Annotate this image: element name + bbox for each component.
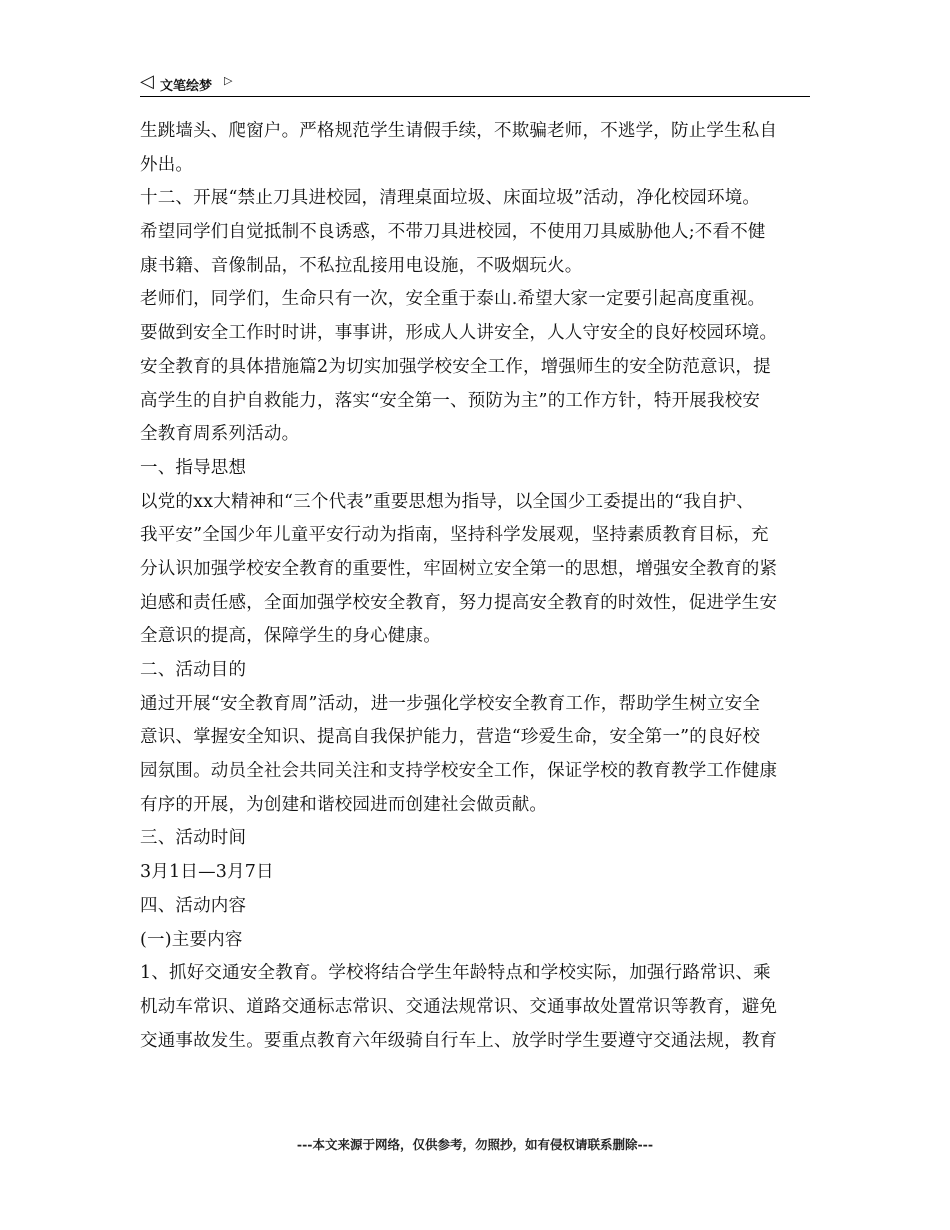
- text-line: 要做到安全工作时时讲，事事讲，形成人人讲安全，人人守安全的良好校园环境。: [140, 323, 778, 344]
- text-line: 机动车常识、道路交通标志常识、交通法规常识、交通事故处置常识等教育，避免: [140, 996, 778, 1017]
- text-line: 园氛围。动员全社会共同关注和支持学校安全工作，保证学校的教育教学工作健康: [140, 761, 778, 782]
- text-line: 生跳墙头、爬窗户。严格规范学生请假手续，不欺骗老师，不逃学，防止学生私自: [140, 121, 778, 141]
- document-body: [140, 115, 820, 1058]
- text-line: 迫感和责任感，全面加强学校安全教育，努力提高安全教育的时效性，促进学生安: [140, 592, 778, 613]
- text-line: 有序的开展，为创建和谐校园进而创建社会做贡献。: [140, 794, 548, 815]
- text-line: 交通事故发生。要重点教育六年级骑自行车上、放学时学生要遵守交通法规，教育: [140, 1030, 778, 1051]
- text-line: 我平安”全国少年儿童平安行动为指南，坚持科学发展观，坚持素质教育目标，充: [140, 525, 769, 546]
- text-line: 全教育周系列活动。: [140, 424, 300, 445]
- text-line: 康书籍、音像制品，不私拉乱接用电设施，不吸烟玩火。: [140, 255, 583, 276]
- text-line: 十二、开展“禁止刀具进校园，清理桌面垃圾、床面垃圾”活动，净化校园环境。: [140, 188, 761, 209]
- text-line: 3月1日—3月7日: [140, 862, 274, 883]
- text-line: 分认识加强学校安全教育的重要性，牢固树立安全第一的思想，增强安全教育的紧: [140, 558, 778, 579]
- header-title: 文笔绘梦: [160, 79, 213, 94]
- page-header: [140, 70, 810, 97]
- text-line: 安全教育的具体措施篇2为切实加强学校安全工作，增强师生的安全防范意识，提: [140, 356, 771, 377]
- text-line: 老师们，同学们，生命只有一次，安全重于泰山.希望大家一定要引起高度重视。: [140, 289, 766, 310]
- text-line: 高学生的自护自救能力，落实“安全第一、预防为主”的工作方针，特开展我校安: [140, 390, 761, 411]
- text-line: 一、指导思想: [140, 457, 247, 478]
- page-footer: ---本文来源于网络，仅供参考，勿照抄，如有侵权请联系删除---: [296, 1137, 654, 1152]
- text-line: 以党的xx大精神和“三个代表”重要思想为指导，以全国少工委提出的“我自护、: [140, 491, 754, 512]
- text-line: 意识、掌握安全知识、提高自我保护能力，营造“珍爱生命，安全第一”的良好校: [140, 727, 761, 748]
- text-line: 全意识的提高，保障学生的身心健康。: [140, 626, 441, 647]
- text-line: 三、活动时间: [140, 828, 247, 849]
- left-triangle-icon: ◁: [140, 71, 154, 92]
- text-line: 四、活动内容: [140, 895, 247, 916]
- text-line: 希望同学们自觉抵制不良诱惑，不带刀具进校园，不使用刀具威胁他人;不看不健: [140, 222, 766, 243]
- text-line: (一)主要内容: [140, 929, 243, 950]
- text-line: 外出。: [140, 154, 194, 175]
- text-line: 通过开展“安全教育周”活动，进一步强化学校安全教育工作，帮助学生树立安全: [140, 693, 761, 714]
- right-triangle-icon: ▷: [224, 74, 233, 87]
- text-line: 二、活动目的: [140, 660, 247, 680]
- text-line: 1、抓好交通安全教育。学校将结合学生年龄特点和学校实际，加强行路常识、乘: [140, 963, 771, 984]
